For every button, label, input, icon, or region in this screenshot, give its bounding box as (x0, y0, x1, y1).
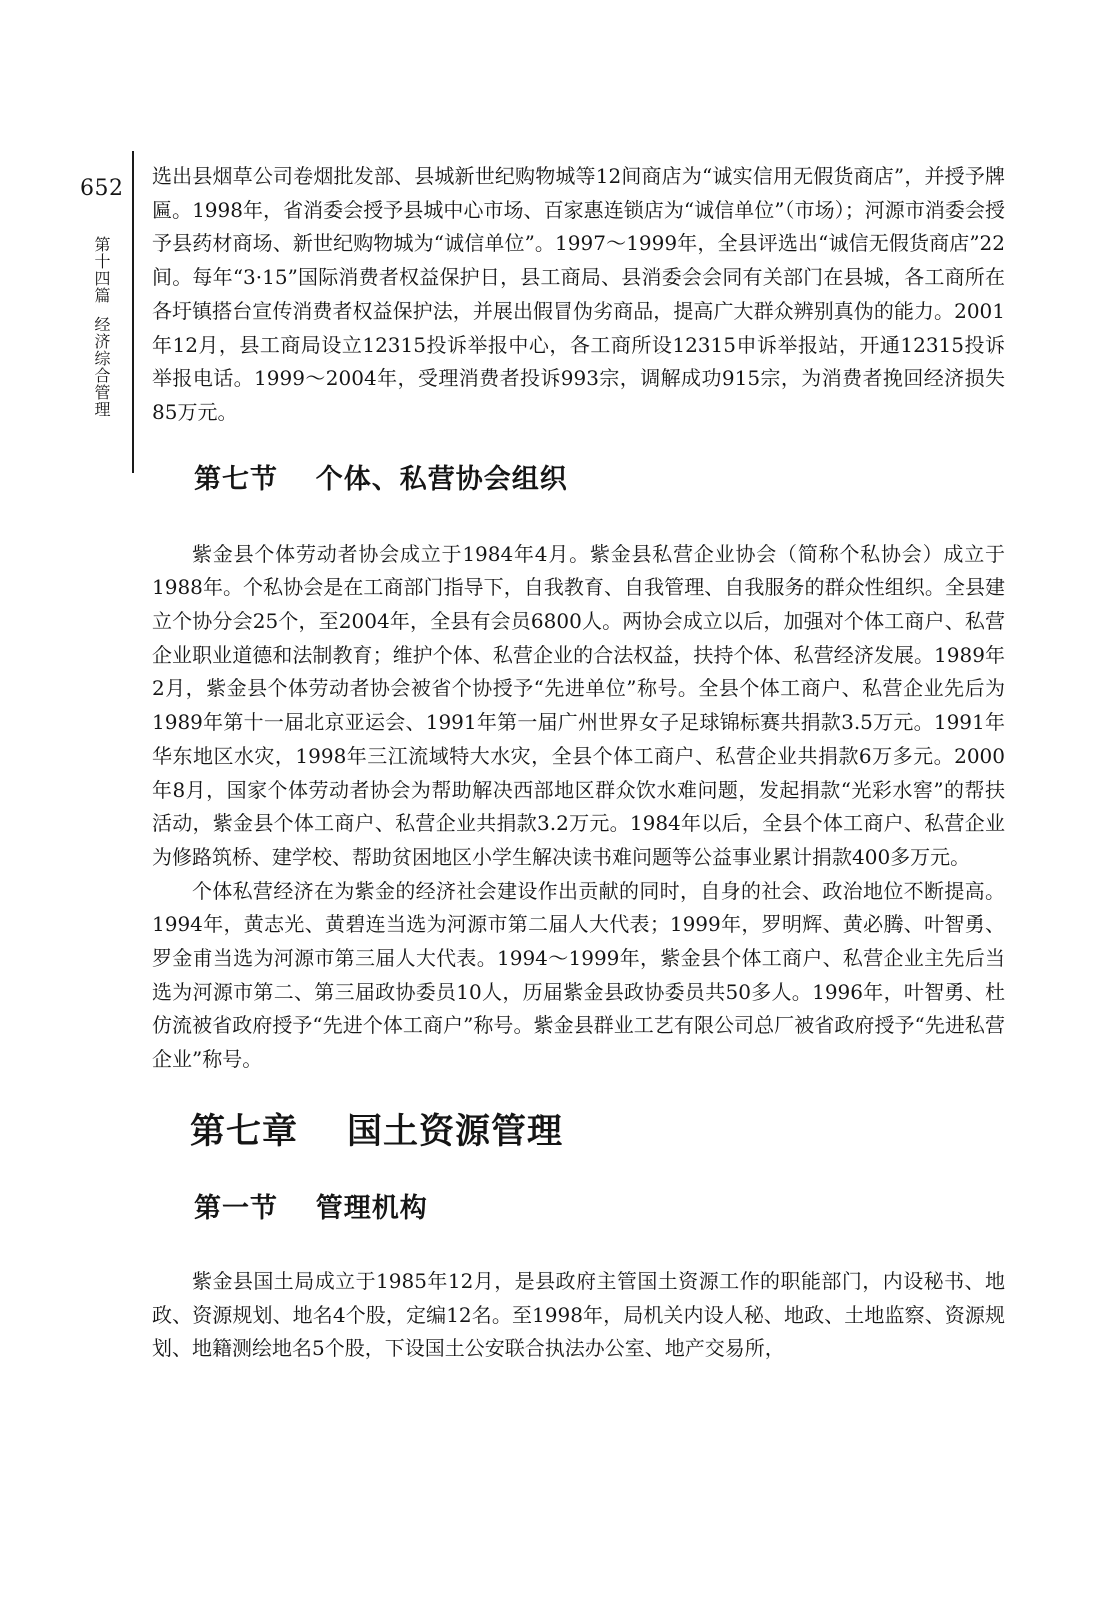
section-number: 第七节 (194, 463, 278, 495)
part-label: 第十四篇 (92, 236, 111, 304)
section-name: 个体、私营协会组织 (315, 463, 568, 495)
intro-paragraph: 选出县烟草公司卷烟批发部、县城新世纪购物城等12间商店为“诚实信用无假货商店”，并授予牌匾。1998年，省消委会授予县城中心市场、百家惠连锁店为“诚信单位”（市场）；河源市消委会授予县药材商场、新世纪购物城为“诚信单位”。1997～1999年，全县评选出“诚信无假货商店”22间。每年“3·15”国际消费者权益保护日，县工商局、县消委会会同有关部门在县城，各工商所在各圩镇搭台宣传消费者权益保护法，并展出假冒伪劣商品，提高广大群众辨别真伪的能力。2001年12月，县工商局设立12315投诉举报中心，各工商所设12315申诉举报站，开通12315投诉举报电话。1999～2004年，受理消费者投诉993宗，调解成功915宗，为消费者挽回经济损失85万元。 (152, 164, 1005, 424)
body-paragraph: 紫金县个体劳动者协会成立于1984年4月。紫金县私营企业协会（简称个私协会）成立于1988年。个私协会是在工商部门指导下，自我教育、自我管理、自我服务的群众性组织。全县建立个协分会25个，至2004年，全县有会员6800人。两协会成立以后，加强对个体工商户、私营企业职业道德和法制教育；维护个体、私营企业的合法权益，扶持个体、私营经济发展。1989年2月，紫金县个体劳动者协会被省个协授予“先进单位”称号。全县个体工商户、私营企业先后为1989年第十一届北京亚运会、1991年第一届广州世界女子足球锦标赛共捐款3.5万元。1991年华东地区水灾，1998年三江流域特大水灾，全县个体工商户、私营企业共捐款6万多元。2000年8月，国家个体劳动者协会为帮助解决西部地区群众饮水难问题，发起捐款“光彩水窖”的帮扶活动，紫金县个体工商户、私营企业共捐款3.2万元。1984年以后，全县个体工商户、私营企业为修路筑桥、建学校、帮助贫困地区小学生解决读书难问题等公益事业累计捐款400多万元。 (152, 541, 1005, 869)
running-head-vertical (87, 236, 111, 418)
section-name: 管理机构 (315, 1192, 428, 1224)
margin-rule (132, 151, 134, 473)
section-heading-1 (152, 1189, 1005, 1229)
body-paragraph: 个体私营经济在为紫金的经济社会建设作出贡献的同时，自身的社会、政治地位不断提高。1994年，黄志光、黄碧连当选为河源市第二届人大代表；1999年，罗明辉、黄必腾、叶智勇、罗金甫当选为河源市第三届人大代表。1994～1999年，紫金县个体工商户、私营企业主先后当选为河源市第二、第三届政协委员10人，历届紫金县政协委员共50多人。1996年，叶智勇、杜仿流被省政府授予“先进个体工商户”称号。紫金县群业工艺有限公司总厂被省政府授予“先进私营企业”称号。 (152, 878, 1005, 1072)
section-number: 第一节 (194, 1192, 278, 1224)
body-paragraph: 紫金县国土局成立于1985年12月，是县政府主管国土资源工作的职能部门，内设秘书、地政、资源规划、地名4个股，定编12名。至1998年，局机关内设人秘、地政、土地监察、资源规划、地籍测绘地名5个股，下设国土公安联合执法办公室、地产交易所， (152, 1268, 1005, 1361)
page-content (152, 160, 1005, 1366)
page-number: 652 (80, 176, 124, 201)
chapter-number: 第七章 (190, 1111, 299, 1152)
chapter-heading-7 (152, 1107, 1005, 1157)
section-heading-7 (152, 460, 1005, 500)
chapter-name: 国土资源管理 (347, 1111, 564, 1152)
part-title: 经济综合管理 (92, 316, 111, 418)
